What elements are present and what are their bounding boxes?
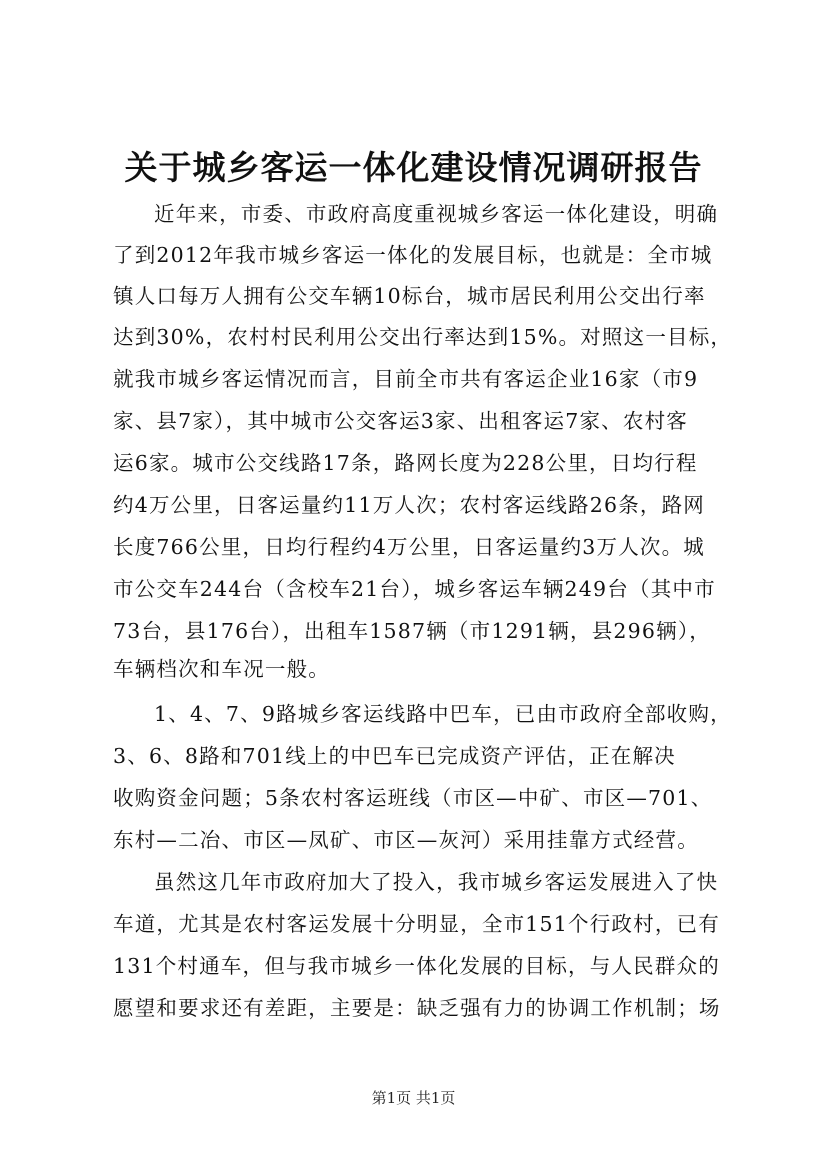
paragraph-line: 了到2012年我市城乡客运一体化的发展目标，也就是：全市城 [113,243,713,267]
paragraph-line: 东村—二冶、市区—凤矿、市区—灰河）采用挂靠方式经营。 [113,828,699,852]
paragraph-line: 虽然这几年市政府加大了投入，我市城乡客运发展进入了快 [154,870,719,894]
page-number: 第1页 共1页 [371,1089,456,1107]
paragraph-line: 运6家。城市公交线路17条，路网长度为228公里，日均行程 [113,451,698,475]
document-title: 关于城乡客运一体化建设情况调研报告 [124,148,703,187]
paragraph-line: 131个村通车，但与我市城乡一体化发展的目标，与人民群众的 [113,954,720,978]
paragraph-line: 近年来，市委、市政府高度重视城乡客运一体化建设，明确 [154,202,719,226]
paragraph-line: 车辆档次和车况一般。 [113,657,330,681]
paragraph-line: 长度766公里，日均行程约4万公里，日客运量约3万人次。城 [113,535,706,559]
paragraph-line: 约4万公里，日客运量约11万人次；农村客运线路26条，路网 [113,493,706,517]
paragraph-line: 镇人口每万人拥有公交车辆10标台，城市居民利用公交出行率 [113,284,706,308]
paragraph-line: 愿望和要求还有差距，主要是：缺乏强有力的协调工作机制；场 [113,996,721,1020]
paragraph-line: 达到30%，农村村民利用公交出行率达到15%。对照这一目标， [113,325,733,349]
paragraph-line: 市公交车244台（含校车21台），城乡客运车辆249台（其中市 [113,577,716,601]
paragraph-line: 73台，县176台），出租车1587辆（市1291辆，县296辆）， [113,619,711,643]
paragraph-line: 3、6、8路和701线上的中巴车已完成资产评估，正在解决 [113,744,676,768]
paragraph-line: 车道，尤其是农村客运发展十分明显，全市151个行政村，已有 [113,912,720,936]
paragraph-line: 1、4、7、9路城乡客运线路中巴车，已由市政府全部收购， [154,702,732,726]
paragraph-line: 就我市城乡客运情况而言，目前全市共有客运企业16家（市9 [113,367,699,391]
paragraph-line: 收购资金问题；5条农村客运班线（市区—中矿、市区—701、 [113,786,713,810]
paragraph-line: 家、县7家），其中城市公交客运3家、出租客运7家、农村客 [113,409,688,433]
